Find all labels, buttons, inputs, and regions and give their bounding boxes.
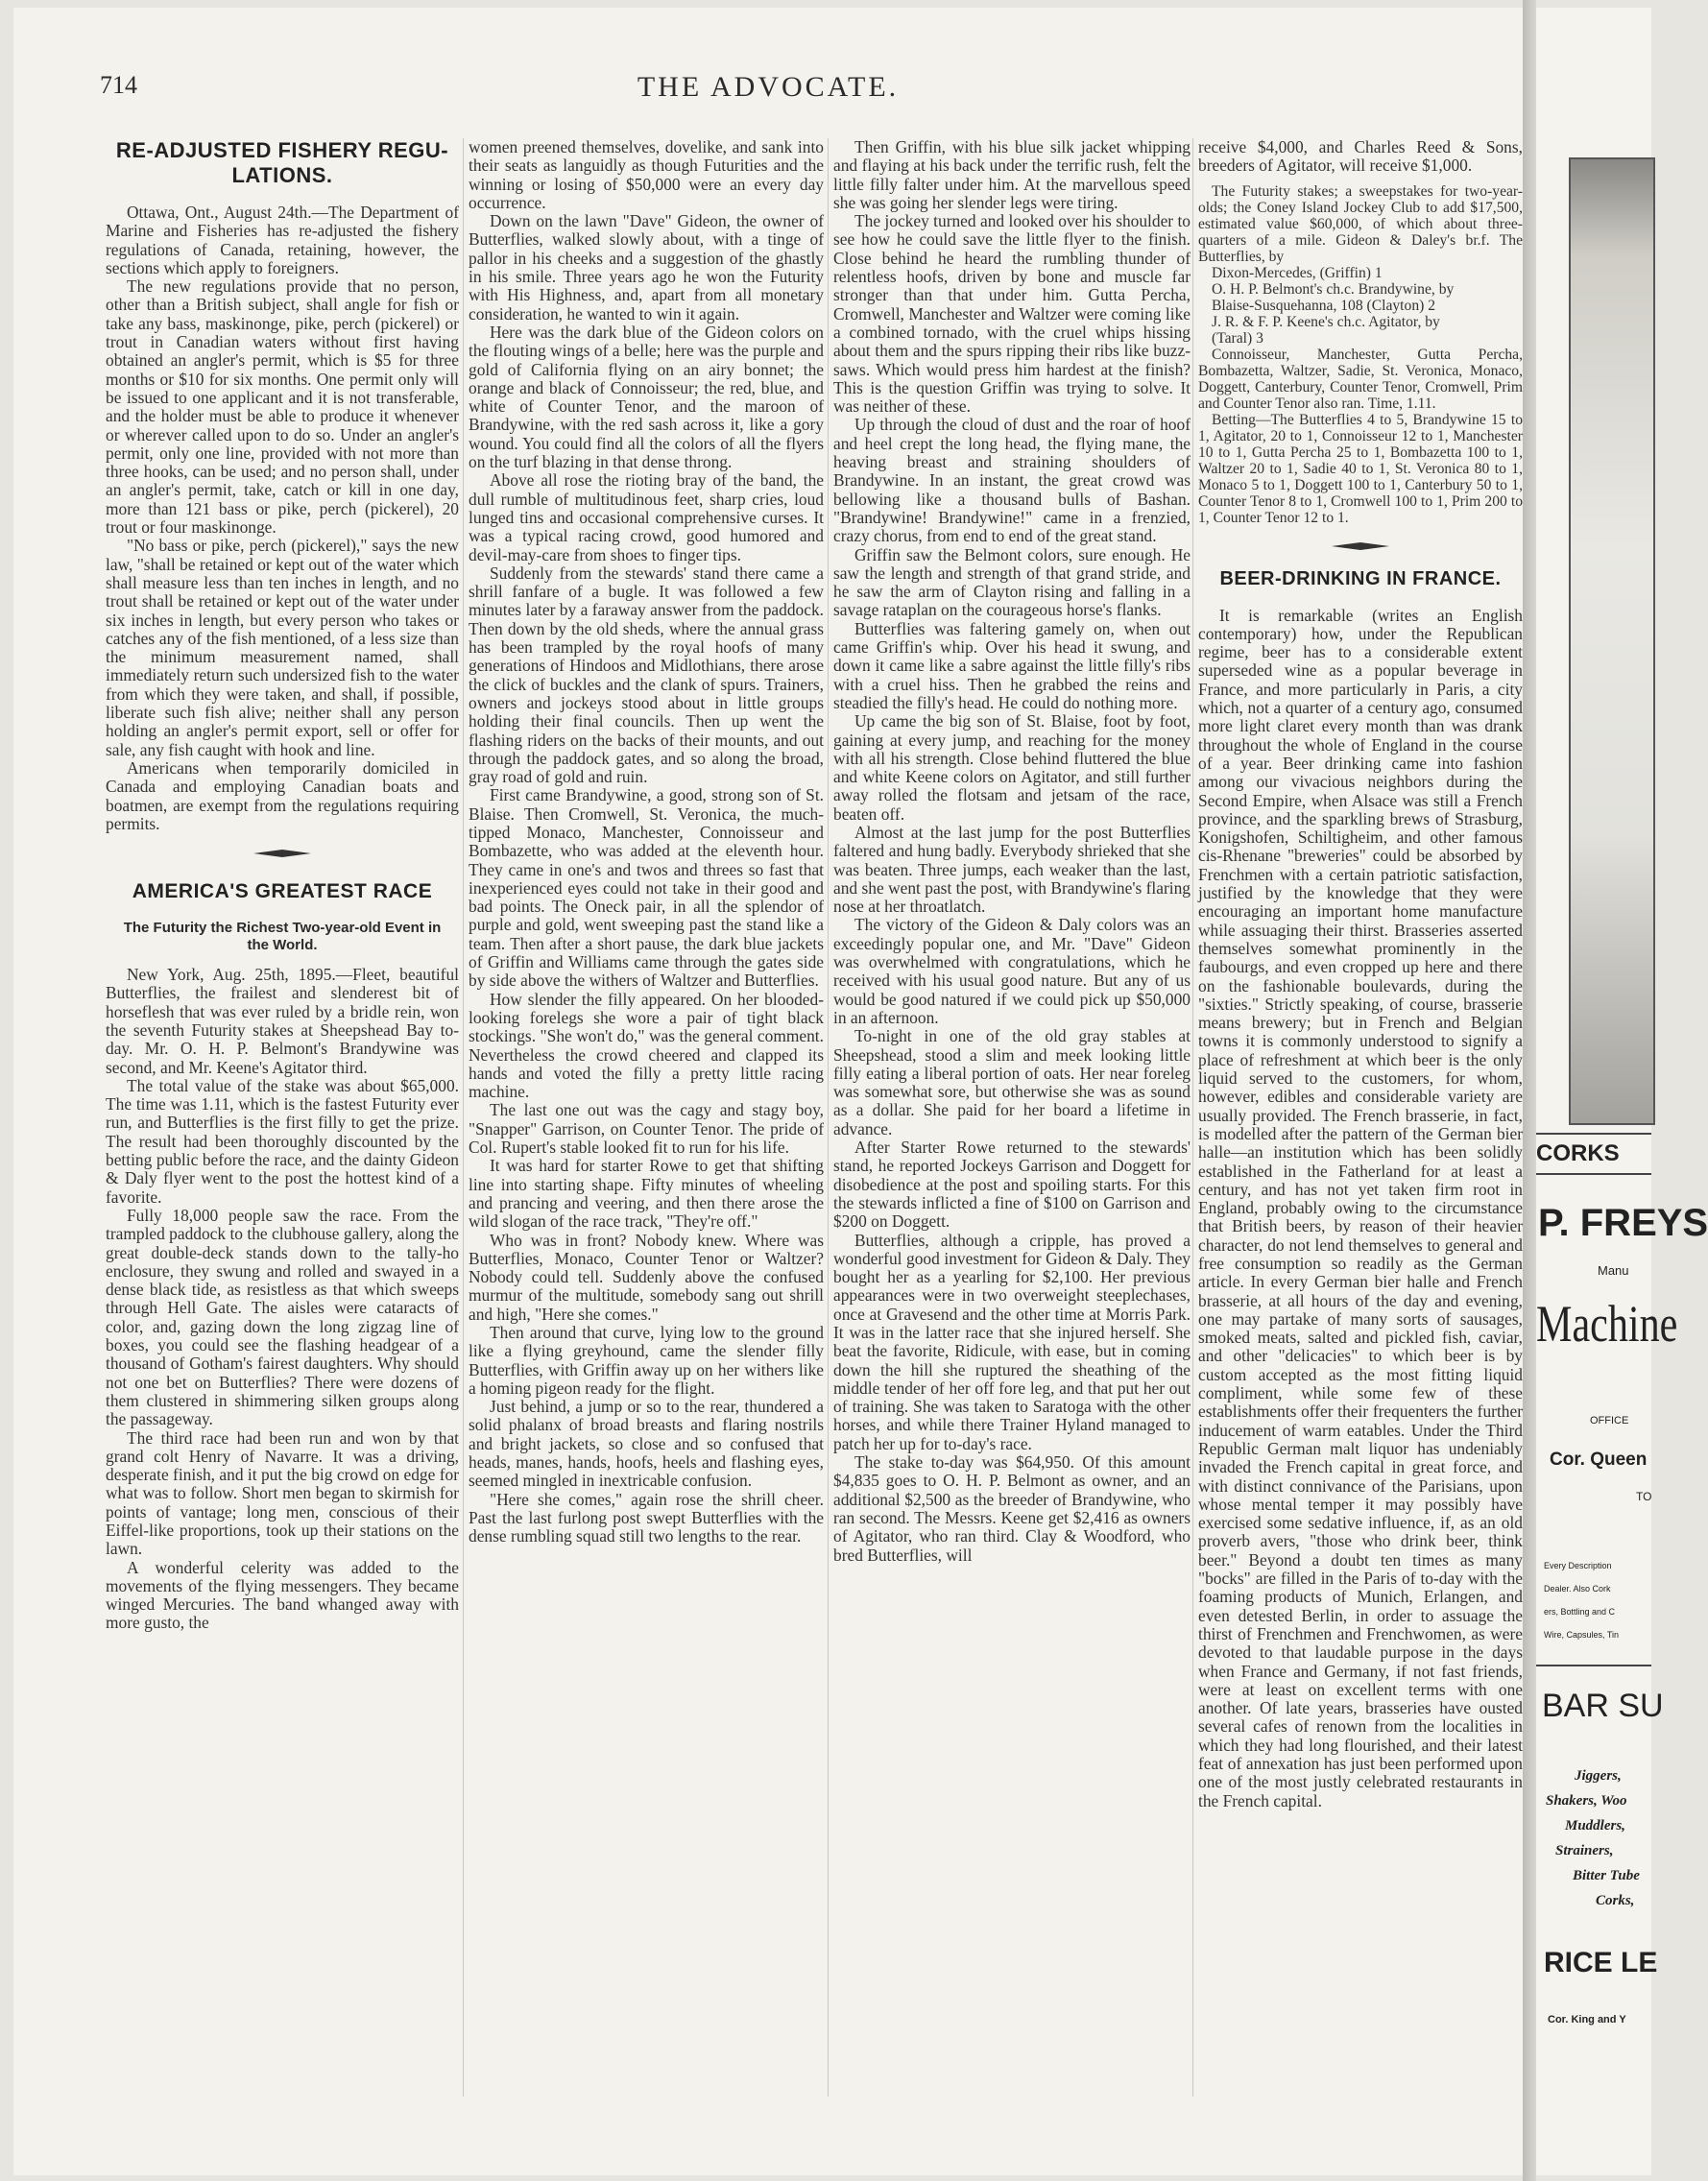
ad-rice-heading: RICE LE	[1544, 1947, 1658, 1978]
paragraph: Almost at the last jump for the post Butterflies faltered and hung badly. Everybody shrieked that she was beaten. Three jumps, each weaker than the last, and she went past the post, with Brandywine's flaring nose at her throatlatch.	[833, 822, 1191, 917]
column-1	[106, 138, 459, 1633]
paragraph: Butterflies was faltering gamely on, when out came Griffin's whip. Over his head it swung, and down it came like a sabre against the little filly's ribs with a cruel hiss. Then he grabbed the reins and steadied the filly's head. He could do nothing more.	[833, 618, 1191, 712]
paragraph: The new regulations provide that no person, other than a British subject, shall angle for fish or take any bass, maskinonge, pike, perch (pickerel) or trout in Canadian waters without first having obtained an angler's permit, which is $5 for three months or $10 for six months. One permit only will be issued to one applicant and it is not transferable, and the holder must be able to produce it whenever or wherever called upon to do so. Under an angler's permit, only one line, provided with not more than three hooks, can be used; and no person shall, under an angler's permit, take, catch or kill in one day, more than 121 bass or pike, perch (pickerel), 20 trout or four maskinonge.	[106, 276, 459, 538]
paragraph: Ottawa, Ont., August 24th.—The Department of Marine and Fisheries has re-adjusted the fishery regulations of Canada, retaining, however, the sections which apply to foreigners.	[106, 203, 459, 277]
column-3	[833, 138, 1191, 1565]
paragraph: The victory of the Gideon & Daly colors was an exceedingly popular one, and Mr. "Dave" Gideon was overwhelmed with congratulations, which he received with his usual good nature. But any of us would be good natured if we could pick up $50,000 in an afternoon.	[833, 915, 1191, 1027]
paragraph: How slender the filly appeared. On her blooded-looking forelegs she wore a pair of tight black stockings. "She won't do," was the general comment. Nevertheless the crowd cheered and clapped its hands and voted the filly a pretty little racing machine.	[469, 989, 824, 1102]
page-number: 714	[100, 71, 137, 99]
ad-office-text: OFFICE	[1590, 1415, 1629, 1426]
summary-line: J. R. & F. P. Keene's ch.c. Agitator, by	[1212, 313, 1440, 330]
summary-line: The Futurity stakes; a sweepstakes for two-year-olds; the Coney Island Jockey Club to add $17,500, estimated value $60,000, of which about three-quarters of a mile. Gideon & Daley's br.f. The Butterflies, by	[1198, 182, 1523, 265]
ad-manufacturer-text: Manu	[1598, 1263, 1629, 1278]
engraving-illustration	[1569, 157, 1655, 1125]
summary-line: Connoisseur, Manchester, Gutta Percha, Bombazetta, Waltzer, Sadie, St. Veronica, Monaco, Doggett, Canterbury, Counter Tenor, Cromwell, Prim and Counter Tenor also ran. Time, 1.11.	[1198, 346, 1523, 412]
race-subhead: The Futurity the Richest Two-year-old Event in the World.	[123, 920, 442, 954]
paragraph: To-night in one of the old gray stables at Sheepshead, stood a slim and meek looking little filly eating a liberal portion of oats. Her near foreleg was somewhat sore, but otherwise she was as sound as a dollar. She paid for her board a lifetime in advance.	[833, 1026, 1191, 1138]
paragraph: Then Griffin, with his blue silk jacket whipping and flaying at his back under the terrific rush, felt the little filly falter under him. At the marvellous speed she was going her slender legs were tiring.	[833, 137, 1191, 212]
page-gutter	[1523, 0, 1536, 2181]
paragraph: Just behind, a jump or so to the rear, thundered a solid phalanx of broad breasts and flaring nostrils and bright jackets, so close and so confused that heads, manes, hands, hoofs, heels and flashing eyes, seemed mingled in inextricable confusion.	[469, 1397, 824, 1491]
ad-small-line: Wire, Capsules, Tin	[1544, 1630, 1620, 1640]
adjacent-page-fragment	[1536, 8, 1708, 2175]
column-4	[1198, 138, 1523, 1810]
paragraph: Griffin saw the Belmont colors, sure enough. He saw the length and strength of that grand stride, and he saw the arm of Clayton rising and falling in a savage rataplan on the courageous horse's flanks.	[833, 544, 1191, 620]
paragraph: "No bass or pike, perch (pickerel)," says the new law, "shall be retained or kept out of the water which shall measure less than ten inches in length, and no trout shall be retained or kept out of the water under six inches in length, but every person who takes or catches any of the fish mentioned, of a less size than the minimum measurement named, shall immediately return such undersized fish to the water from which they were taken, and shall, if possible, liberate such fish alive; neither shall any person holding an angler's permit export, sell or offer for sale, any fish caught with hook and line.	[106, 536, 459, 759]
ad-to-text: TO	[1636, 1490, 1652, 1503]
paragraph: Down on the lawn "Dave" Gideon, the owner of Butterflies, walked slowly about, with a tinge of pallor in his cheeks and a suggestion of the ghastly in his smile. Three years ago he won the Futurity with His Highness, and, apart from all monetary consideration, he wanted to win it again.	[469, 211, 824, 324]
paragraph: "Here she comes," again rose the shrill cheer. Past the last furlong post swept Butterflies with the dense rumbling squad still two lengths to the rear.	[469, 1489, 824, 1546]
fishery-headline: RE-ADJUSTED FISHERY REGU-LATIONS.	[115, 138, 449, 187]
ad-cor-king: Cor. King and Y	[1548, 2014, 1626, 2025]
ad-item: Strainers,	[1555, 1843, 1614, 1858]
masthead	[13, 71, 1523, 109]
beer-headline: BEER-DRINKING IN FRANCE.	[1219, 567, 1502, 589]
ad-rule	[1536, 1133, 1651, 1135]
ad-small-line: Every Description	[1544, 1561, 1612, 1570]
section-divider	[253, 849, 311, 858]
section-divider	[1332, 541, 1389, 551]
ad-small-line: ers, Bottling and C	[1544, 1607, 1616, 1617]
paragraph: Here was the dark blue of the Gideon colors on the flouting wings of a belle; here was the purple and gold of California flying on an airy bonnet; the orange and black of Connoisseur; the red, blue, and white of Counter Tenor, and the maroon of Brandywine, with the red sash across it, like a gory wound. You could find all the colors of all the flyers on the turf blazing in that dense throng.	[469, 322, 824, 472]
ad-item: Corks,	[1596, 1893, 1635, 1908]
paragraph: The stake to-day was $64,950. Of this amount $4,835 goes to O. H. P. Belmont as owner, and an additional $2,500 as the breeder of Brandywine, who ran second. The Messrs. Keene get $2,416 as owners of Agitator, who ran third. Clay & Woodford, who bred Butterflies, will	[833, 1452, 1191, 1565]
summary-line: O. H. P. Belmont's ch.c. Brandywine, by	[1212, 280, 1455, 298]
ad-address-text: Cor. Queen	[1550, 1450, 1648, 1470]
ad-small-line: Dealer. Also Cork	[1544, 1584, 1611, 1594]
paragraph: Americans when temporarily domiciled in Canada and employing Canadian boats and boatmen, are exempt from the regulations requiring permits.	[106, 757, 459, 833]
ad-item: Muddlers,	[1565, 1818, 1625, 1833]
paragraph: Who was in front? Nobody knew. Where was Butterflies, Monaco, Counter Tenor or Waltzer? Nobody could tell. Suddenly above the confused murmur of the multitude, somebody sang out shrill and high, "Here she comes."	[469, 1230, 824, 1324]
paragraph: Suddenly from the stewards' stand there came a shrill fanfare of a bugle. It was followed a few minutes later by a faraway answer from the paddock. Then down by the old sheds, where the annual grass has been trampled by the royal hoofs of many generations of Hindoos and Midlothians, there arose the click of buckles and the clank of spurs. Trainers, owners and jockeys stood about in little groups holding their final councils. Then up went the flashing riders on the backs of their mounts, and out through the paddock gates, and so along the broad, gray road of gold and ruin.	[469, 563, 824, 787]
ad-corks-heading: CORKS	[1536, 1140, 1620, 1166]
column-rule	[1192, 138, 1193, 2097]
paragraph: Then around that curve, lying low to the ground like a flying greyhound, came the slender filly Butterflies, with Griffin away up on her withers like a homing pigeon ready for the flight.	[469, 1323, 824, 1398]
summary-line: Blaise-Susquehanna, 108 (Clayton) 2	[1212, 297, 1436, 314]
column-rule	[463, 138, 464, 2097]
column-2	[469, 138, 824, 1546]
ad-rule	[1536, 1665, 1651, 1666]
paragraph: Above all rose the rioting bray of the band, the dull rumble of multitudinous feet, sharp cries, loud lunged tins and occasional comprehensive curses. It was a typical racing crowd, good humored and devil-may-care from shoes to finger tips.	[469, 470, 824, 564]
paragraph: The total value of the stake was about $65,000. The time was 1.11, which is the fastest Futurity ever run, and Butterflies is the first filly to get the prize. The result had been thoroughly discounted by the betting public before the race, and the dainty Gideon & Daly flyer went to the post the hottest kind of a favorite.	[106, 1075, 459, 1207]
paragraph: Up came the big son of St. Blaise, foot by foot, gaining at every jump, and reaching for the money with all his strength. Close behind fluttered the blue and white Keene colors on Agitator, and still further away rolled the flotsam and jetsam of the race, beaten off.	[833, 711, 1191, 824]
ad-item: Jiggers,	[1575, 1768, 1622, 1784]
paragraph: The last one out was the cagy and stagy boy, "Snapper" Garrison, on Counter Tenor. The pride of Col. Rupert's stable looked fit to run for his life.	[469, 1100, 824, 1158]
futurity-summary	[1198, 183, 1523, 526]
paragraph: Up through the cloud of dust and the roar of hoof and heel crept the long head, the flying mane, the heaving breast and straining shoulders of Brandywine. In an instant, the great crowd was bellowing like a thousand bulls of Bashan. "Brandywine! Brandywine!" came in a frenzied, crazy chorus, from end to end of the great stand.	[833, 415, 1191, 546]
paragraph: women preened themselves, dovelike, and sank into their seats as languidly as though Futurities and the winning or losing of $50,000 were an every day occurrence.	[469, 137, 824, 212]
paragraph: New York, Aug. 25th, 1895.—Fleet, beautiful Butterflies, the frailest and slenderest bit of horseflesh that was ever ruled by a bridle rein, won the seventh Futurity stakes at Sheepshead Bay to-day. Mr. O. H. P. Belmont's Brandywine was second, and Mr. Keene's Agitator third.	[106, 965, 459, 1077]
ad-bar-heading: BAR SU	[1542, 1688, 1664, 1724]
paragraph: The jockey turned and looked over his shoulder to see how he could save the little flyer to the finish. Close behind he heard the rumbling thunder of relentless hoofs, driven by bone and muscle far stronger than that under him. Gutta Percha, Cromwell, Manchester and Waltzer were coming like a combined tornado, with the cruel whips hissing about them and the spurs ripping their ribs like buzz-saws. Which would press him hardest at the finish? This is the question Griffin was trying to solve. It was neither of these.	[833, 211, 1191, 417]
paragraph: After Starter Rowe returned to the stewards' stand, he reported Jockeys Garrison and Doggett for disobedience at the post and spoiling starts. For this the stewards inflicted a fine of $100 on Garrison and $200 on Doggett.	[833, 1138, 1191, 1232]
summary-line: (Taral) 3	[1212, 329, 1263, 347]
paragraph: Fully 18,000 people saw the race. From the trampled paddock to the clubhouse gallery, along the great double-deck stands down to the tally-ho enclosure, they swung and rolled and swayed in a dense black tide, as resistless as that which sweeps through Hell Gate. The aisles were cataracts of color, and, gazing down the long zigzag line of boxes, you could see the flashing headgear of a thousand of Gotham's fairest daughters. Why should not one bet on Butterflies? There were dozens of them clustered in shimmering silken groups along the passageway.	[106, 1205, 459, 1429]
newspaper-title: THE ADVOCATE.	[637, 71, 900, 103]
paragraph: receive $4,000, and Charles Reed & Sons, breeders of Agitator, will receive $1,000.	[1198, 137, 1523, 176]
ad-machine-text: Machine	[1536, 1295, 1678, 1353]
paragraph: It is remarkable (writes an English contemporary) how, under the Republican regime, beer has to a considerable extent superseded wine as a popular beverage in France, and more particularly in Paris, a city which, not a quarter of a century ago, consumed more light claret every month than was drank throughout the whole of England in the course of a year. Beer drinking came into fashion among our vivacious neighbors during the Second Empire, when Alsace was still a French province, and the sparkling brews of Strasburg, Konigshofen, Schiltigheim, and other famous cis-Rhenane "breweries" could be absorbed by Frenchmen with a certain patriotic satisfaction, justified by the knowledge that they were encouraging an important home manufacture while assuaging their thirst. Brasseries asserted themselves somewhat prominently in the faubourgs, and even cropped up here and there on the fashionable boulevards, during the "sixties." Strictly speaking, of course, brasserie means brewery; but in French and Belgian towns it is commonly understood to signify a place of refreshment at which beer is the only liquid served to the customers, for whom, however, edibles and considerable variety are usually provided. The French brasserie, in fact, is modelled after the pattern of the German bier halle—an institution which has been solidly established in the Fatherland for at least a century, and has not yet taken firm root in England, probably owing to the circumstance that British beers, by reason of their heavier character, do not lend themselves to general and free consumption so readily as the German article. In every German bier halle and French brasserie, at all hours of the day and evening, one may partake of many sorts of sausages, smoked meats, salted and pickled fish, caviar, and other "delicacies" to which beer is by custom accepted as the most fitting liquid compliment, while some few of these establishments offer their frequenters the further inducement of warm eatables. Under the Third Republic German malt liquor has undeniably invaded the French capital in great force, and with distinct connivance of the Parisians, upon whose mental temper it may possibly have exercised some sedative influence, if, as an old proverb avers, "those who drink beer, think beer." Beyond a doubt ten times as many "bocks" are filled in the Paris of to-day with the foaming products of Munich, Erlangen, and even detested Berlin, in order to assuage the thirst of Frenchmen and Frenchwomen, as were devoted to that laudable purpose in the days when France and Germany, if not fast friends, were at least on excellent terms with one another. Of late years, brasseries have ousted several cafes of renown from the localities in which they had long flourished, and their latest feat of annexation has just been performed upon one of the most justly celebrated restaurants in the French capital.	[1198, 605, 1523, 1810]
summary-line: Dixon-Mercedes, (Griffin) 1	[1212, 264, 1383, 281]
ad-item: Shakers, Woo	[1546, 1793, 1627, 1809]
paragraph: It was hard for starter Rowe to get that shifting line into starting shape. Fifty minutes of wheeling and prancing and veering, and then there arose the wild slogan of the race track, "They're off."	[469, 1156, 824, 1232]
column-rule	[828, 138, 829, 2097]
paragraph: A wonderful celerity was added to the movements of the flying messengers. They became winged Mercuries. The band whanged away with more gusto, the	[106, 1557, 459, 1633]
paragraph: First came Brandywine, a good, strong son of St. Blaise. Then Cromwell, St. Veronica, the much-tipped Monaco, Manchester, Connoisseur and Bombazette, who was added at the eleventh hour. They came in one's and twos and threes so fast that inexperienced eyes could not take in their good and bad points. The Oneck pair, in all the splendor of purple and gold, went sweeping past the stand like a team. Then after a short pause, the dark blue jackets of Griffin and Williams came through the gates side by side above the withers of Waltzer and Butterflies.	[469, 785, 824, 991]
summary-line: Betting—The Butterflies 4 to 5, Brandywine 15 to 1, Agitator, 20 to 1, Connoisseur 12 to 1, Manchester 10 to 1, Gutta Percha 25 to 1, Bombazetta 100 to 1, Waltzer 20 to 1, Sadie 40 to 1, St. Veronica 80 to 1, Monaco 5 to 1, Doggett 100 to 1, Canterbury 50 to 1, Counter Tenor 8 to 1, Cromwell 100 to 1, Prim 200 to 1, Counter Tenor 12 to 1.	[1198, 411, 1523, 526]
newspaper-page	[13, 8, 1523, 2175]
paragraph: The third race had been run and won by that grand colt Henry of Navarre. It was a driving, desperate finish, and it put the big crowd on edge for what was to follow. Short men began to skirmish for points of vantage; long men, conscious of their Eiffel-like proportions, took up their stations on the lawn.	[106, 1427, 459, 1559]
ad-rule	[1536, 1173, 1651, 1175]
ad-item: Bitter Tube	[1573, 1868, 1640, 1883]
ad-company-name: P. FREYS	[1538, 1202, 1708, 1244]
paragraph: Butterflies, although a cripple, has proved a wonderful good investment for Gideon & Daly. They bought her as a yearling for $2,100. Her previous appearances were in two overweight steeplechases, once at Gravesend and the other time at Morris Park. It was in the latter race that she injured herself. She beat the favorite, Ridicule, with ease, but in coming down the hill she ruptured the sheathing of the middle tender of her off fore leg, and that put her out of training. She was taken to Saratoga with the other horses, and while there Trainer Hyland managed to patch her up for to-day's race.	[833, 1230, 1191, 1453]
race-headline: AMERICA'S GREATEST RACE	[132, 880, 433, 903]
